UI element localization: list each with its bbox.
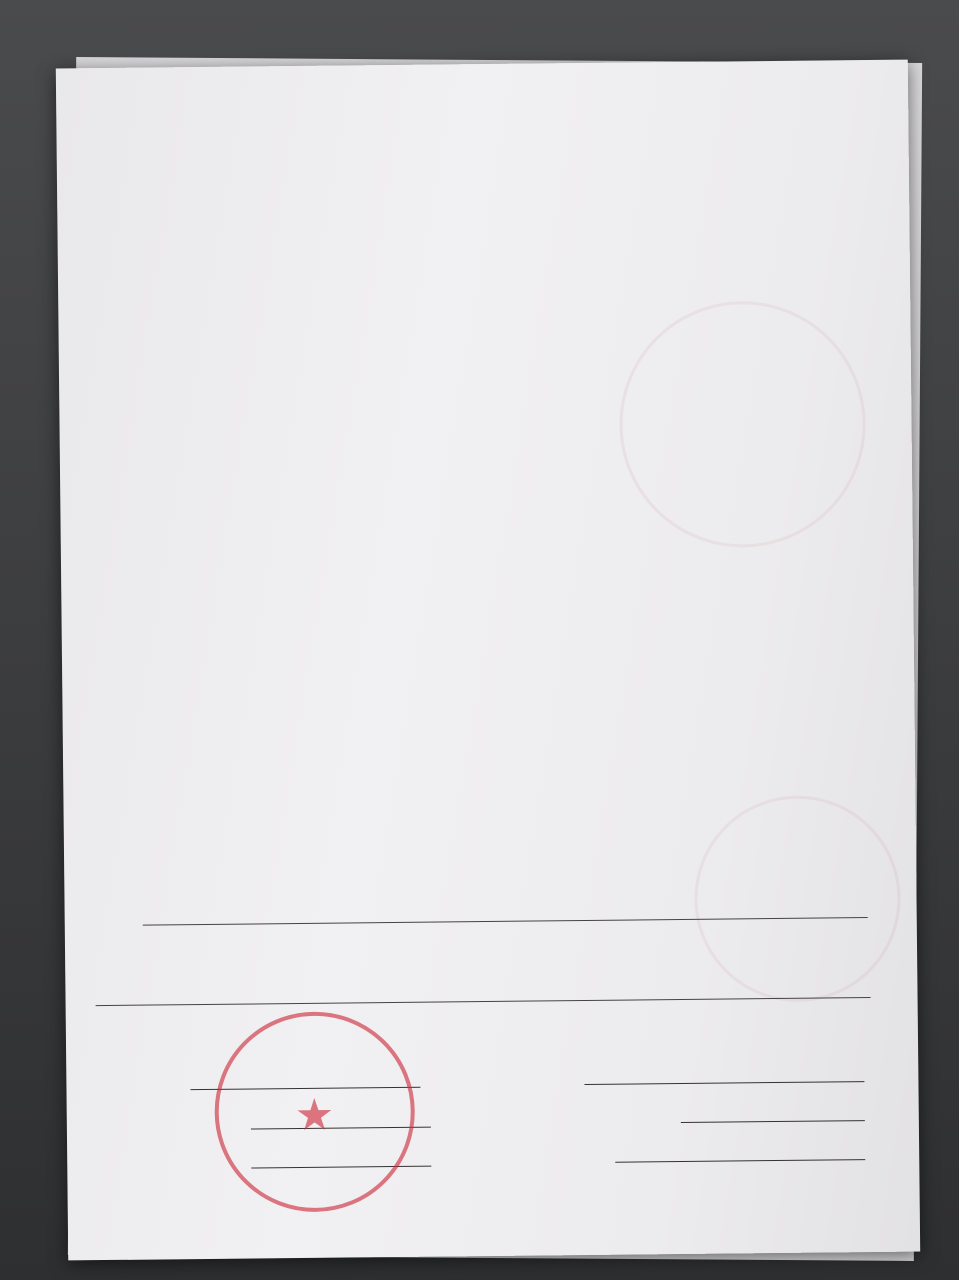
faint-watermark-seal [618,300,867,549]
clause-9-1 [103,569,883,577]
signature-line [584,1081,864,1085]
underline-rule [96,997,871,1006]
star-icon: ★ [294,1089,335,1142]
clause-9-4 [105,781,885,789]
faint-watermark-seal-2 [693,795,901,1003]
signature-line [615,1159,865,1163]
signature-line [681,1120,865,1123]
company-seal [214,1011,416,1213]
seal-text [218,1015,420,1217]
clause-9-3 [104,699,884,707]
contract-page [56,60,920,1261]
clause-9-2 [104,634,884,642]
